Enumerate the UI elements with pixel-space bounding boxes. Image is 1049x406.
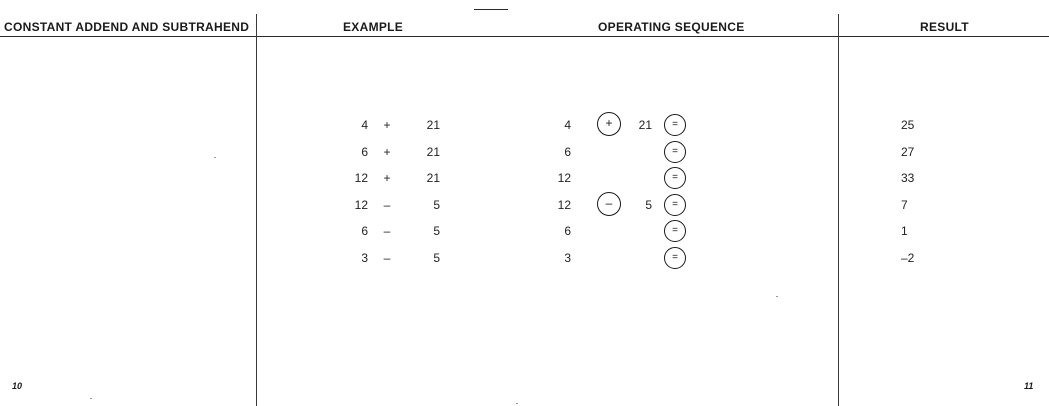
- sequence-first-value: 6: [564, 224, 571, 238]
- example-operand-a: 6: [361, 224, 368, 238]
- equals-key-icon: =: [664, 167, 686, 189]
- header-result: RESULT: [920, 20, 969, 34]
- example-operand-b: 5: [433, 198, 440, 212]
- sequence-first-value: 4: [564, 118, 571, 132]
- example-operand-b: 5: [433, 251, 440, 265]
- sequence-first-value: 12: [557, 171, 571, 185]
- header-example: EXAMPLE: [343, 20, 404, 34]
- example-operator: –: [383, 198, 391, 212]
- example-operand-b: 21: [426, 118, 440, 132]
- sequence-first-value: 6: [564, 145, 571, 159]
- scan-speck: [214, 157, 216, 158]
- sequence-second-value: 21: [638, 118, 652, 132]
- scan-speck: [516, 403, 518, 404]
- result-value: 27: [901, 145, 915, 159]
- example-operator: +: [383, 145, 391, 159]
- result-value: 33: [901, 171, 915, 185]
- example-operator: –: [383, 224, 391, 238]
- example-operand-a: 4: [361, 118, 368, 132]
- example-operator: +: [383, 171, 391, 185]
- example-operand-a: 3: [361, 251, 368, 265]
- column-divider-left: [256, 14, 257, 406]
- column-divider-right: [838, 14, 839, 406]
- example-operand-b: 21: [426, 145, 440, 159]
- equals-key-icon: =: [664, 194, 686, 216]
- sequence-first-value: 12: [557, 198, 571, 212]
- example-operator: –: [383, 251, 391, 265]
- result-value: 1: [901, 224, 908, 238]
- example-operator: +: [383, 118, 391, 132]
- example-operand-a: 12: [354, 171, 368, 185]
- header-operating-sequence: OPERATING SEQUENCE: [598, 20, 745, 34]
- result-value: 7: [901, 198, 908, 212]
- example-operand-b: 21: [426, 171, 440, 185]
- result-value: 25: [901, 118, 915, 132]
- example-operand-a: 12: [354, 198, 368, 212]
- example-operand-b: 5: [433, 224, 440, 238]
- header-constant-addend-subtrahend: CONSTANT ADDEND AND SUBTRAHEND: [4, 20, 250, 34]
- result-value: –2: [901, 251, 915, 265]
- equals-key-icon: =: [664, 114, 686, 136]
- equals-key-icon: =: [664, 220, 686, 242]
- example-operand-a: 6: [361, 145, 368, 159]
- operator-key-icon: –: [597, 192, 621, 216]
- scan-speck: [90, 398, 92, 399]
- top-mark: [474, 9, 508, 10]
- operator-key-icon: +: [597, 112, 621, 136]
- header-rule: [0, 36, 1049, 37]
- page-number-right: 11: [1024, 381, 1034, 391]
- equals-key-icon: =: [664, 141, 686, 163]
- equals-key-icon: =: [664, 247, 686, 269]
- sequence-second-value: 5: [645, 198, 652, 212]
- scan-speck: [776, 296, 778, 297]
- sequence-first-value: 3: [564, 251, 571, 265]
- page-number-left: 10: [12, 381, 23, 391]
